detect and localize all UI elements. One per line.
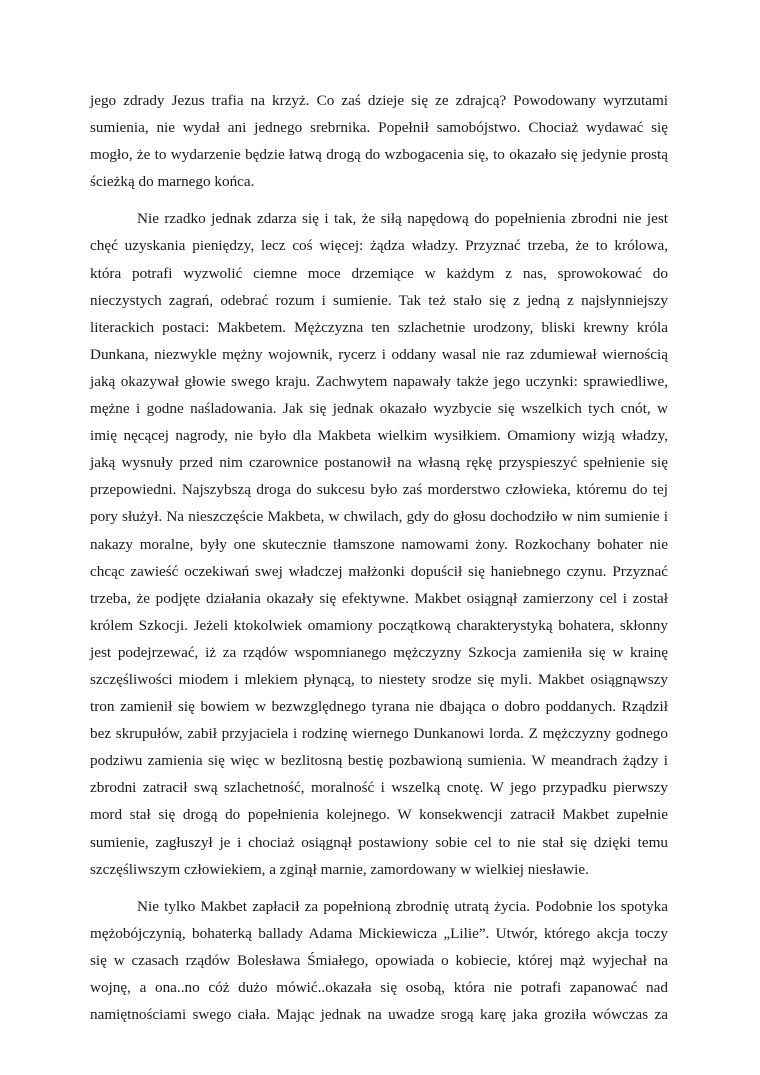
text-line: imię nęcącej nagrody, nie było dla Makbeta wielkim wysiłkiem. Omamiony wizją władzy, — [90, 427, 668, 445]
text-line: nakazy moralne, były one skutecznie tłamszone namowami żony. Rozkochany bohater nie — [90, 535, 668, 553]
text-line: sumienia, nie wydał ani jednego srebrnika. Popełnił samobójstwo. Chociaż wydawać się — [90, 119, 668, 137]
text-line: się w czasach rządów Bolesława Śmiałego, opowiada o kobiecie, której mąż wyjechał na — [90, 951, 668, 969]
text-line: podziwu zamienia się więc w bezlitosną bestię pozbawioną sumienia. W meandrach żądzy i — [90, 752, 668, 770]
text-line: jaką okazywał głowie swego kraju. Zachwytem napawały także jego uczynki: sprawiedliwe, — [90, 372, 668, 390]
text-line: jest podejrzewać, iż za rządów wspomnianego mężczyzny Szkocja zamieniła się w krainę — [90, 643, 668, 661]
text-line: szczęśliwszym człowiekiem, a zginął marnie, zamordowany w wielkiej niesławie. — [90, 860, 589, 878]
text-line: mężobójczynią, bohaterką ballady Adama Mickiewicza „Lilie”. Utwór, którego akcja toczy — [90, 924, 668, 942]
text-line: Nie rzadko jednak zdarza się i tak, że siłą napędową do popełnienia zbrodni nie jest — [137, 210, 668, 228]
paragraph — [90, 205, 668, 882]
paragraph-gap — [90, 883, 668, 893]
document-page — [90, 87, 668, 1028]
text-line: trzeba, że podjęte działania okazały się efektywne. Makbet osiągnął zamierzony cel i został — [90, 589, 668, 607]
text-line: która potrafi wyzwolić ciemne moce drzemiące w każdym z nas, sprowokować do — [90, 264, 668, 282]
text-line: królem Szkocji. Jeżeli ktokolwiek omamiony początkową charakterystyką bohatera, skłonny — [90, 616, 668, 634]
text-line: pory służył. Na nieszczęście Makbeta, w chwilach, gdy do głosu dochodziło w nim sumienie i — [90, 508, 668, 526]
text-line: namiętnościami swego ciała. Mając jednak na uwadze srogą karę jaka groziła wówczas za — [90, 1006, 668, 1024]
text-line: Nie tylko Makbet zapłacił za popełnioną zbrodnię utratą życia. Podobnie los spotyka — [137, 897, 668, 915]
text-line: wojnę, a ona..no cóż dużo mówić..okazała się osobą, która nie potrafi zapanować nad — [90, 979, 668, 996]
text-line: jego zdrady Jezus trafia na krzyż. Co zaś dzieje się ze zdrajcą? Powodowany wyrzutami — [90, 92, 668, 109]
paragraph — [90, 893, 668, 1028]
text-line: ścieżką do marnego końca. — [90, 173, 255, 191]
text-line: szczęśliwości miodem i mlekiem płynącą, to niestety srodze się myli. Makbet osiągnąwszy — [90, 670, 668, 688]
text-line: bez skrupułów, zabił przyjaciela i rodzinę wiernego Dunkanowi lorda. Z mężczyzny godnego — [90, 725, 668, 743]
text-line: Dunkana, niezwykle mężny wojownik, rycerz i oddany wasal nie raz zdumiewał wiernością — [90, 345, 668, 363]
text-line: mord stał się drogą do popełnienia kolejnego. W konsekwencji zatracił Makbet zupełnie — [90, 806, 668, 824]
text-line: mężne i godne naśladowania. Jak się jednak okazało wyzbycie się wszelkich tych cnót, w — [90, 400, 668, 418]
text-line: przepowiedni. Najszybszą droga do sukcesu było zaś morderstwo człowieka, któremu do tej — [90, 481, 668, 499]
text-line: mogło, że to wydarzenie będzie łatwą drogą do wzbogacenia się, to okazało się jedynie prostą — [90, 146, 668, 164]
paragraph — [90, 87, 668, 195]
text-line: literackich postaci: Makbetem. Mężczyzna ten szlachetnie urodzony, bliski krewny króla — [90, 318, 668, 336]
text-line: tron zamienił się bowiem w bezwzględnego tyrana nie dbająca o dobro poddanych. Rządził — [90, 698, 668, 716]
text-line: zbrodni zatracił swą szlachetność, moralność i wszelką cnotę. W jego przypadku pierwszy — [90, 779, 668, 797]
text-line: jaką wysnuły przed nim czarownice postanowił na własną rękę przyspieszyć spełnienie się — [90, 454, 668, 472]
paragraph-gap — [90, 195, 668, 205]
text-line: chęć uzyskania pieniędzy, lecz coś więcej: żądza władzy. Przyznać trzeba, że to królowa, — [90, 237, 668, 255]
text-line: chcąc zawieść oczekiwań swej władczej małżonki dopuścił się haniebnego czynu. Przyznać — [90, 562, 668, 580]
text-line: nieczystych zagrań, odebrać rozum i sumienie. Tak też stało się z jedną z najsłynniejszy — [90, 291, 668, 309]
text-line: sumienie, zagłuszył je i chociaż osiągnął postawiony sobie cel to nie stał się dzięki temu — [90, 833, 668, 851]
